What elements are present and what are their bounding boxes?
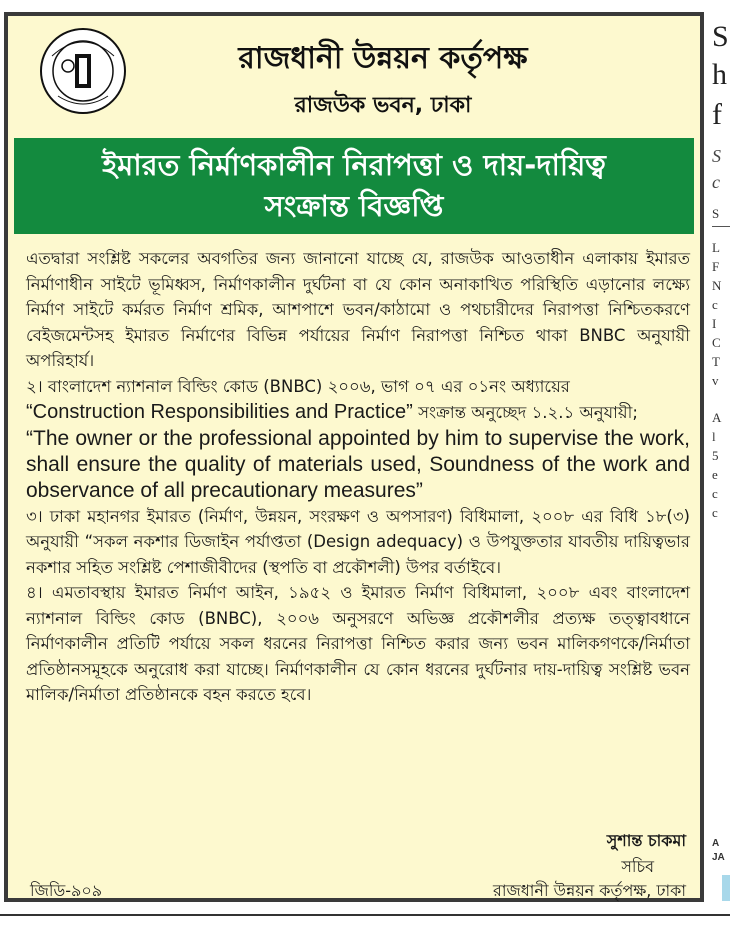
- paragraph-1: এতদ্বারা সংশ্লিষ্ট সকলের অবগতির জন্য জানানো যাচ্ছে যে, রাজউক আওতাধীন এলাকায় ইমারত নির্মাণাধীন সাইটে ভূমিধ্বস, নির্মাণকালীন দুর্ঘটনা বা যে কোন অনাকাখিত পরিস্থিতি এড়ানোর লক্ষ্যে নির্মাণ সাইটে কর্মরত নির্মাণ শ্রমিক, আশপাশে ভবন/কাঠামো ও পথচারীদের নিরাপত্তা নিশ্চিতকরণে বেইজমেন্টসহ ইমারত নির্মাণের বিভিন্ন পর্যায়ের নির্মাণ নিরাপত্তা নিশ্চিত থাকা BNBC অনুযায়ী অপরিহার্য।: [26, 249, 690, 370]
- ad-code: জিডি-৯০৯: [30, 881, 103, 900]
- organization-name: রাজধানী উন্নয়ন কর্তৃপক্ষ: [238, 41, 528, 76]
- side-line: c: [712, 505, 718, 520]
- notice-body: [26, 246, 690, 708]
- side-line: T: [712, 354, 720, 369]
- rajuk-logo: [38, 26, 128, 116]
- side-line: A: [712, 410, 722, 425]
- side-headline-2: h: [712, 58, 727, 91]
- side-headline-1: S: [712, 20, 729, 53]
- paragraph-2-intro: ২। বাংলাদেশ ন্যাশনাল বিল্ডিং কোড (BNBC) ২০০৬, ভাগ ০৭ এর ০১নং অধ্যায়ের: [26, 376, 570, 396]
- bnbc-quote: “The owner or the professional appointed by him to supervise the work, shall ensure the quality of materials used, Soundness of the work and observance of all precautionary measures”: [26, 426, 690, 502]
- notice-title-line2: সংক্রান্ত বিজ্ঞপ্তি: [264, 189, 444, 223]
- side-headline-3: f: [712, 98, 722, 131]
- paragraph-3: ৩। ঢাকা মহানগর ইমারত (নির্মাণ, উন্নয়ন, সংরক্ষণ ও অপসারণ) বিধিমালা, ২০০৮ এর বিধি ১৮(৩) অনুযায়ী “সকল নকশার ডিজাইন পর্যাপ্ততা (Design adequacy) ও উপযুক্ততার যাবতীয় দায়িত্বভার নকশার সহিত সংশ্লিষ্ট পেশাজীবীদের (স্থপতি বা প্রকৌশলী) উপর বর্তাইবে।: [26, 506, 690, 577]
- side-line: c: [712, 297, 718, 312]
- side-footer-1: A: [712, 838, 720, 849]
- paragraph-2: [26, 374, 690, 426]
- side-line: L: [712, 240, 720, 255]
- side-color-block: [722, 875, 730, 901]
- side-line: l: [712, 429, 716, 444]
- paragraph-2-ref: সংক্রান্ত অনুচ্ছেদ ১.২.১ অনুযায়ী;: [412, 403, 638, 422]
- signer-designation: সচিব: [621, 857, 654, 876]
- notice-title-banner: [14, 138, 694, 234]
- notice-title-line1: ইমারত নির্মাণকালীন নিরাপত্তা ও দায়-দায়িত্ব: [102, 148, 606, 182]
- side-rule-letter: S: [712, 206, 720, 221]
- page-bottom-rule: [0, 914, 730, 916]
- organization-address: রাজউক ভবন, ঢাকা: [294, 93, 472, 118]
- side-line: 5: [712, 448, 719, 463]
- paragraph-2-code-title: “Construction Responsibilities and Practice”: [26, 401, 413, 423]
- side-line: F: [712, 259, 720, 274]
- adjacent-article-column: [712, 0, 730, 936]
- side-line: v: [712, 373, 719, 388]
- side-line: C: [712, 335, 721, 350]
- paragraph-4: ৪। এমতাবস্থায় ইমারত নির্মাণ আইন, ১৯৫২ ও ইমারত নির্মাণ বিধিমালা, ২০০৮ এবং বাংলাদেশ ন্যাশনাল বিল্ডিং কোড (BNBC), ২০০৬ অনুসরণে অভিজ্ঞ প্রকৌশলীর প্রত্যক্ষ তত্ত্বাবধানে নির্মাণকালীন প্রতিটি পর্যায়ে সকল ধরনের নিরাপত্তা নিশ্চিত করার জন্য ভবন মালিকগণকে/নির্মাতা প্রতিষ্ঠানসমূহকে অনুরোধ করা যাচ্ছে। নির্মাণকালীন যে কোন ধরনের দুর্ঘটনার দায়-দায়িত্ব সংশ্লিষ্ট ভবন মালিক/নির্মাতা প্রতিষ্ঠানকে বহন করতে হবে।: [26, 583, 690, 704]
- signer-name: সুশান্ত চাকমা: [606, 831, 686, 850]
- notice-advertisement: [4, 12, 704, 902]
- side-footer-2: JA: [712, 852, 725, 863]
- side-line: I: [712, 316, 717, 331]
- side-divider: [712, 226, 730, 227]
- side-line: N: [712, 278, 722, 293]
- side-line: c: [712, 486, 718, 501]
- side-italic-1: S: [712, 146, 721, 166]
- side-line: e: [712, 467, 718, 482]
- side-italic-2: c: [712, 172, 720, 192]
- signer-department: রাজধানী উন্নয়ন কর্তৃপক্ষ, ঢাকা: [493, 881, 686, 900]
